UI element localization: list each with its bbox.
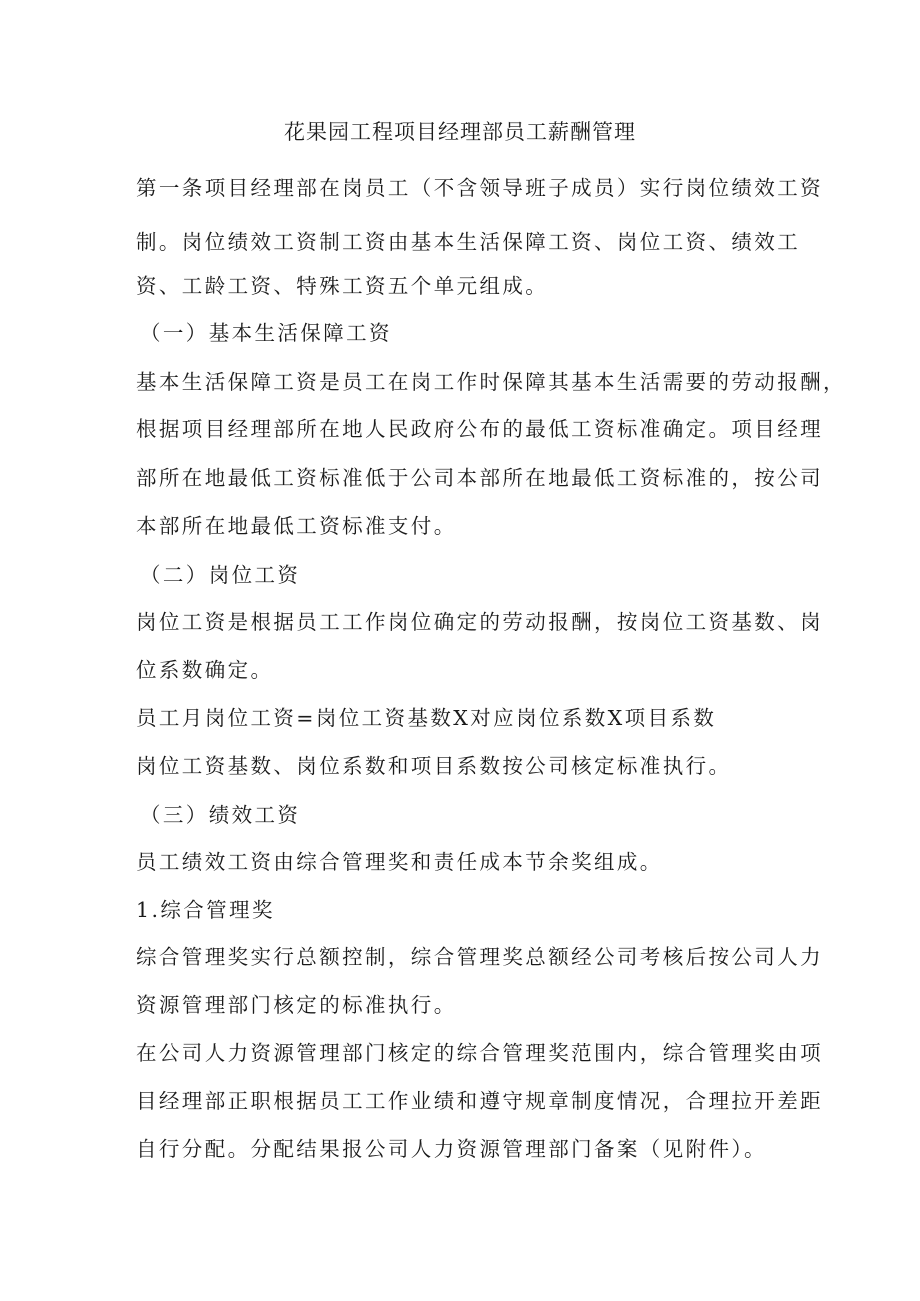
paragraph-line: 位系数确定。 xyxy=(136,658,274,682)
paragraph-line: 员工绩效工资由综合管理奖和责任成本节余奖组成。 xyxy=(136,850,663,874)
paragraph-line: 基本生活保障工资是员工在岗工作时保障其基本生活需要的劳动报酬， xyxy=(136,370,846,394)
paragraph-line: 资、工龄工资、特殊工资五个单元组成。 xyxy=(136,274,549,298)
paragraph-line: 岗位工资是根据员工工作岗位确定的劳动报酬，按岗位工资基数、岗 xyxy=(136,610,823,634)
section-heading: （一）基本生活保障工资 xyxy=(140,321,392,345)
paragraph-line: 根据项目经理部所在地人民政府公布的最低工资标准确定。项目经理 xyxy=(136,417,823,441)
paragraph-line: 第一条项目经理部在岗员工（不含领导班子成员）实行岗位绩效工资 xyxy=(136,176,823,200)
section-heading: （三）绩效工资 xyxy=(140,803,301,827)
paragraph-line: 岗位工资基数、岗位系数和项目系数按公司核定标准执行。 xyxy=(136,754,732,778)
paragraph-line: 部所在地最低工资标准低于公司本部所在地最低工资标准的，按公司 xyxy=(136,466,823,490)
section-heading: （二）岗位工资 xyxy=(140,563,301,587)
formula-line: 员工月岗位工资=岗位工资基数X对应岗位系数X项目系数 xyxy=(136,706,717,730)
paragraph-line: 资源管理部门核定的标准执行。 xyxy=(136,993,457,1017)
subsection-heading: 1.综合管理奖 xyxy=(136,898,275,922)
paragraph-line: 制。岗位绩效工资制工资由基本生活保障工资、岗位工资、绩效工 xyxy=(136,230,801,254)
paragraph-line: 在公司人力资源管理部门核定的综合管理奖范围内，综合管理奖由项 xyxy=(136,1041,823,1065)
paragraph-line: 自行分配。分配结果报公司人力资源管理部门备案（见附件）。 xyxy=(136,1137,767,1161)
document-title: 花果园工程项目经理部员工薪酬管理 xyxy=(284,120,636,144)
paragraph-line: 综合管理奖实行总额控制，综合管理奖总额经公司考核后按公司人力 xyxy=(136,945,823,969)
paragraph-line: 本部所在地最低工资标准支付。 xyxy=(136,514,457,538)
paragraph-line: 目经理部正职根据员工工作业绩和遵守规章制度情况，合理拉开差距 xyxy=(136,1089,823,1113)
